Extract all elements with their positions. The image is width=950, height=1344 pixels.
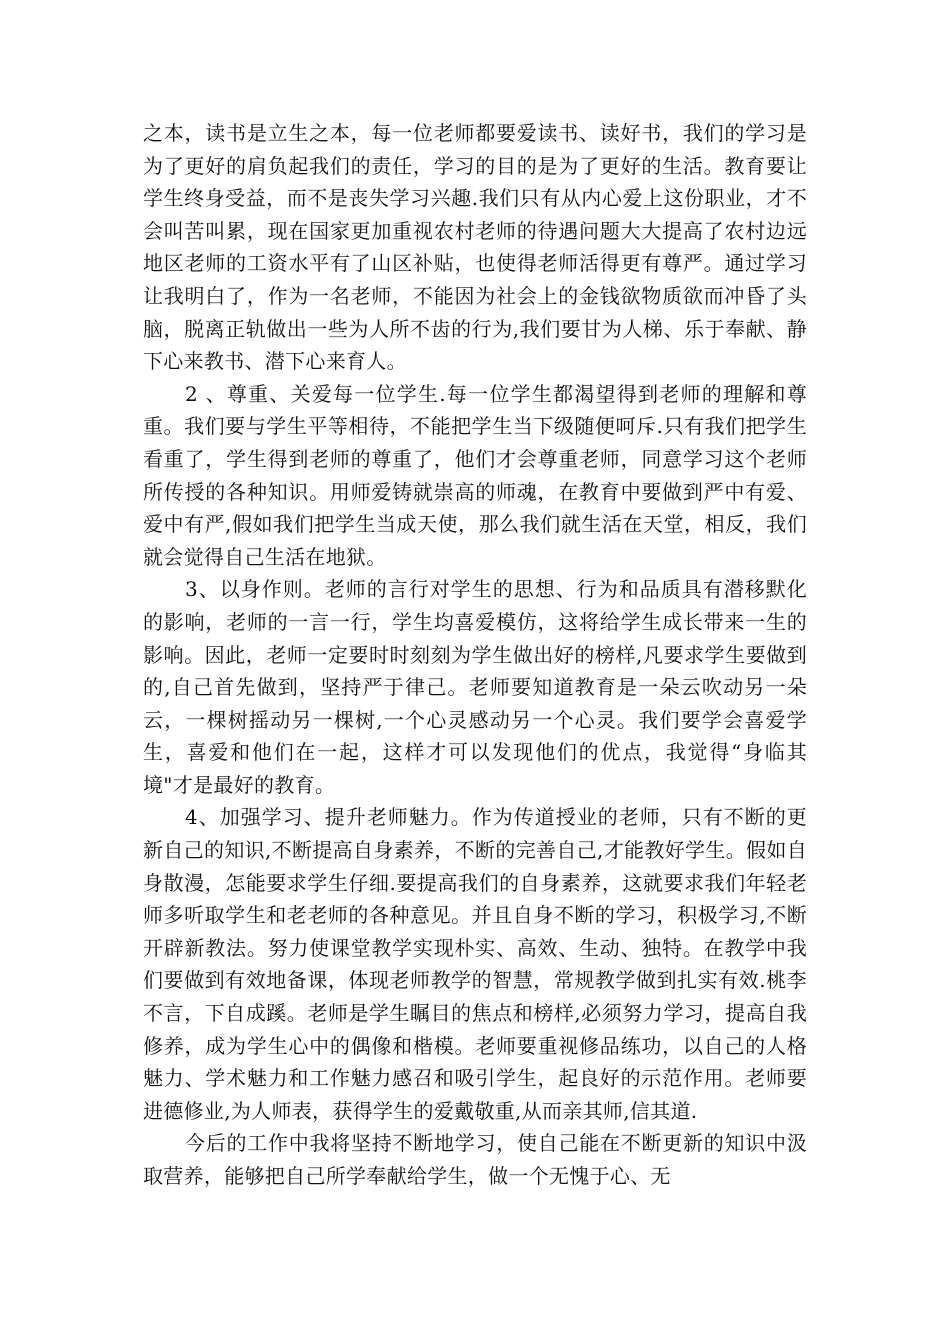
paragraph-point-4-strengthen-learning: 4、加强学习、提升老师魅力。作为传道授业的老师，只有不断的更新自己的知识,不断提高自身素养，不断的完善自己,才能教好学生。假如自身散漫，怎能要求学生仔细.要提高我们的自身素养，这就要求我们年轻老师多听取学生和老老师的各种意见。并且自身不断的学习，积极学习,不断开辟新教法。努力使课堂教学实现朴实、高效、生动、独特。在教学中我们要做到有效地备课，体现老师教学的智慧，常规教学做到扎实有效.桃李不言，下自成蹊。老师是学生瞩目的焦点和榜样,必须努力学习，提高自我修养，成为学生心中的偶像和楷模。老师要重视修品练功，以自己的人格魅力、学术魅力和工作魅力感召和吸引学生，起良好的示范作用。老师要进德修业,为人师表，获得学生的爱戴敬重,从而亲其师,信其道.	[143, 805, 807, 1123]
paragraph-point-2-respect-students: 2 、尊重、关爱每一位学生.每一位学生都渴望得到老师的理解和尊重。我们要与学生平等相待，不能把学生当下级随便呵斥.只有我们把学生看重了，学生得到老师的尊重了，他们才会尊重老师，同意学习这个老师所传授的各种知识。用师爱铸就崇高的师魂，在教育中要做到严中有爱、爱中有严,假如我们把学生当成天使，那么我们就生活在天堂，相反，我们就会觉得自己生活在地狱。	[143, 381, 807, 569]
paragraph-point-3-lead-by-example: 3、以身作则。老师的言行对学生的思想、行为和品质具有潜移默化的影响，老师的一言一行，学生均喜爱模仿，这将给学生成长带来一生的影响。因此，老师一定要时时刻刻为学生做出好的榜样,凡要求学生要做到的,自己首先做到，坚持严于律己。老师要知道教育是一朵云吹动另一朵云，一棵树摇动另一棵树,一个心灵感动另一个心灵。我们要学会喜爱学生，喜爱和他们在一起，这样才可以发现他们的优点，我觉得“身临其境"才是最好的教育。	[143, 577, 807, 797]
paragraph-continuation: 之本，读书是立生之本，每一位老师都要爱读书、读好书，我们的学习是为了更好的肩负起我们的责任，学习的目的是为了更好的生活。教育要让学生终身受益，而不是丧失学习兴趣.我们只有从内心爱上这份职业，才不会叫苦叫累，现在国家更加重视农村老师的待遇问题大大提高了农村边远地区老师的工资水平有了山区补贴，也使得老师活得更有尊严。通过学习让我明白了，作为一名老师，不能因为社会上的金钱欲物质欲而冲昏了头脑，脱离正轨做出一些为人所不齿的行为,我们要甘为人梯、乐于奉献、静下心来教书、潜下心来育人。	[143, 121, 807, 374]
document-body	[143, 117, 807, 1193]
paragraph-future-work: 今后的工作中我将坚持不断地学习，使自己能在不断更新的知识中汲取营养，能够把自己所学奉献给学生，做一个无愧于心、无	[143, 1131, 807, 1188]
